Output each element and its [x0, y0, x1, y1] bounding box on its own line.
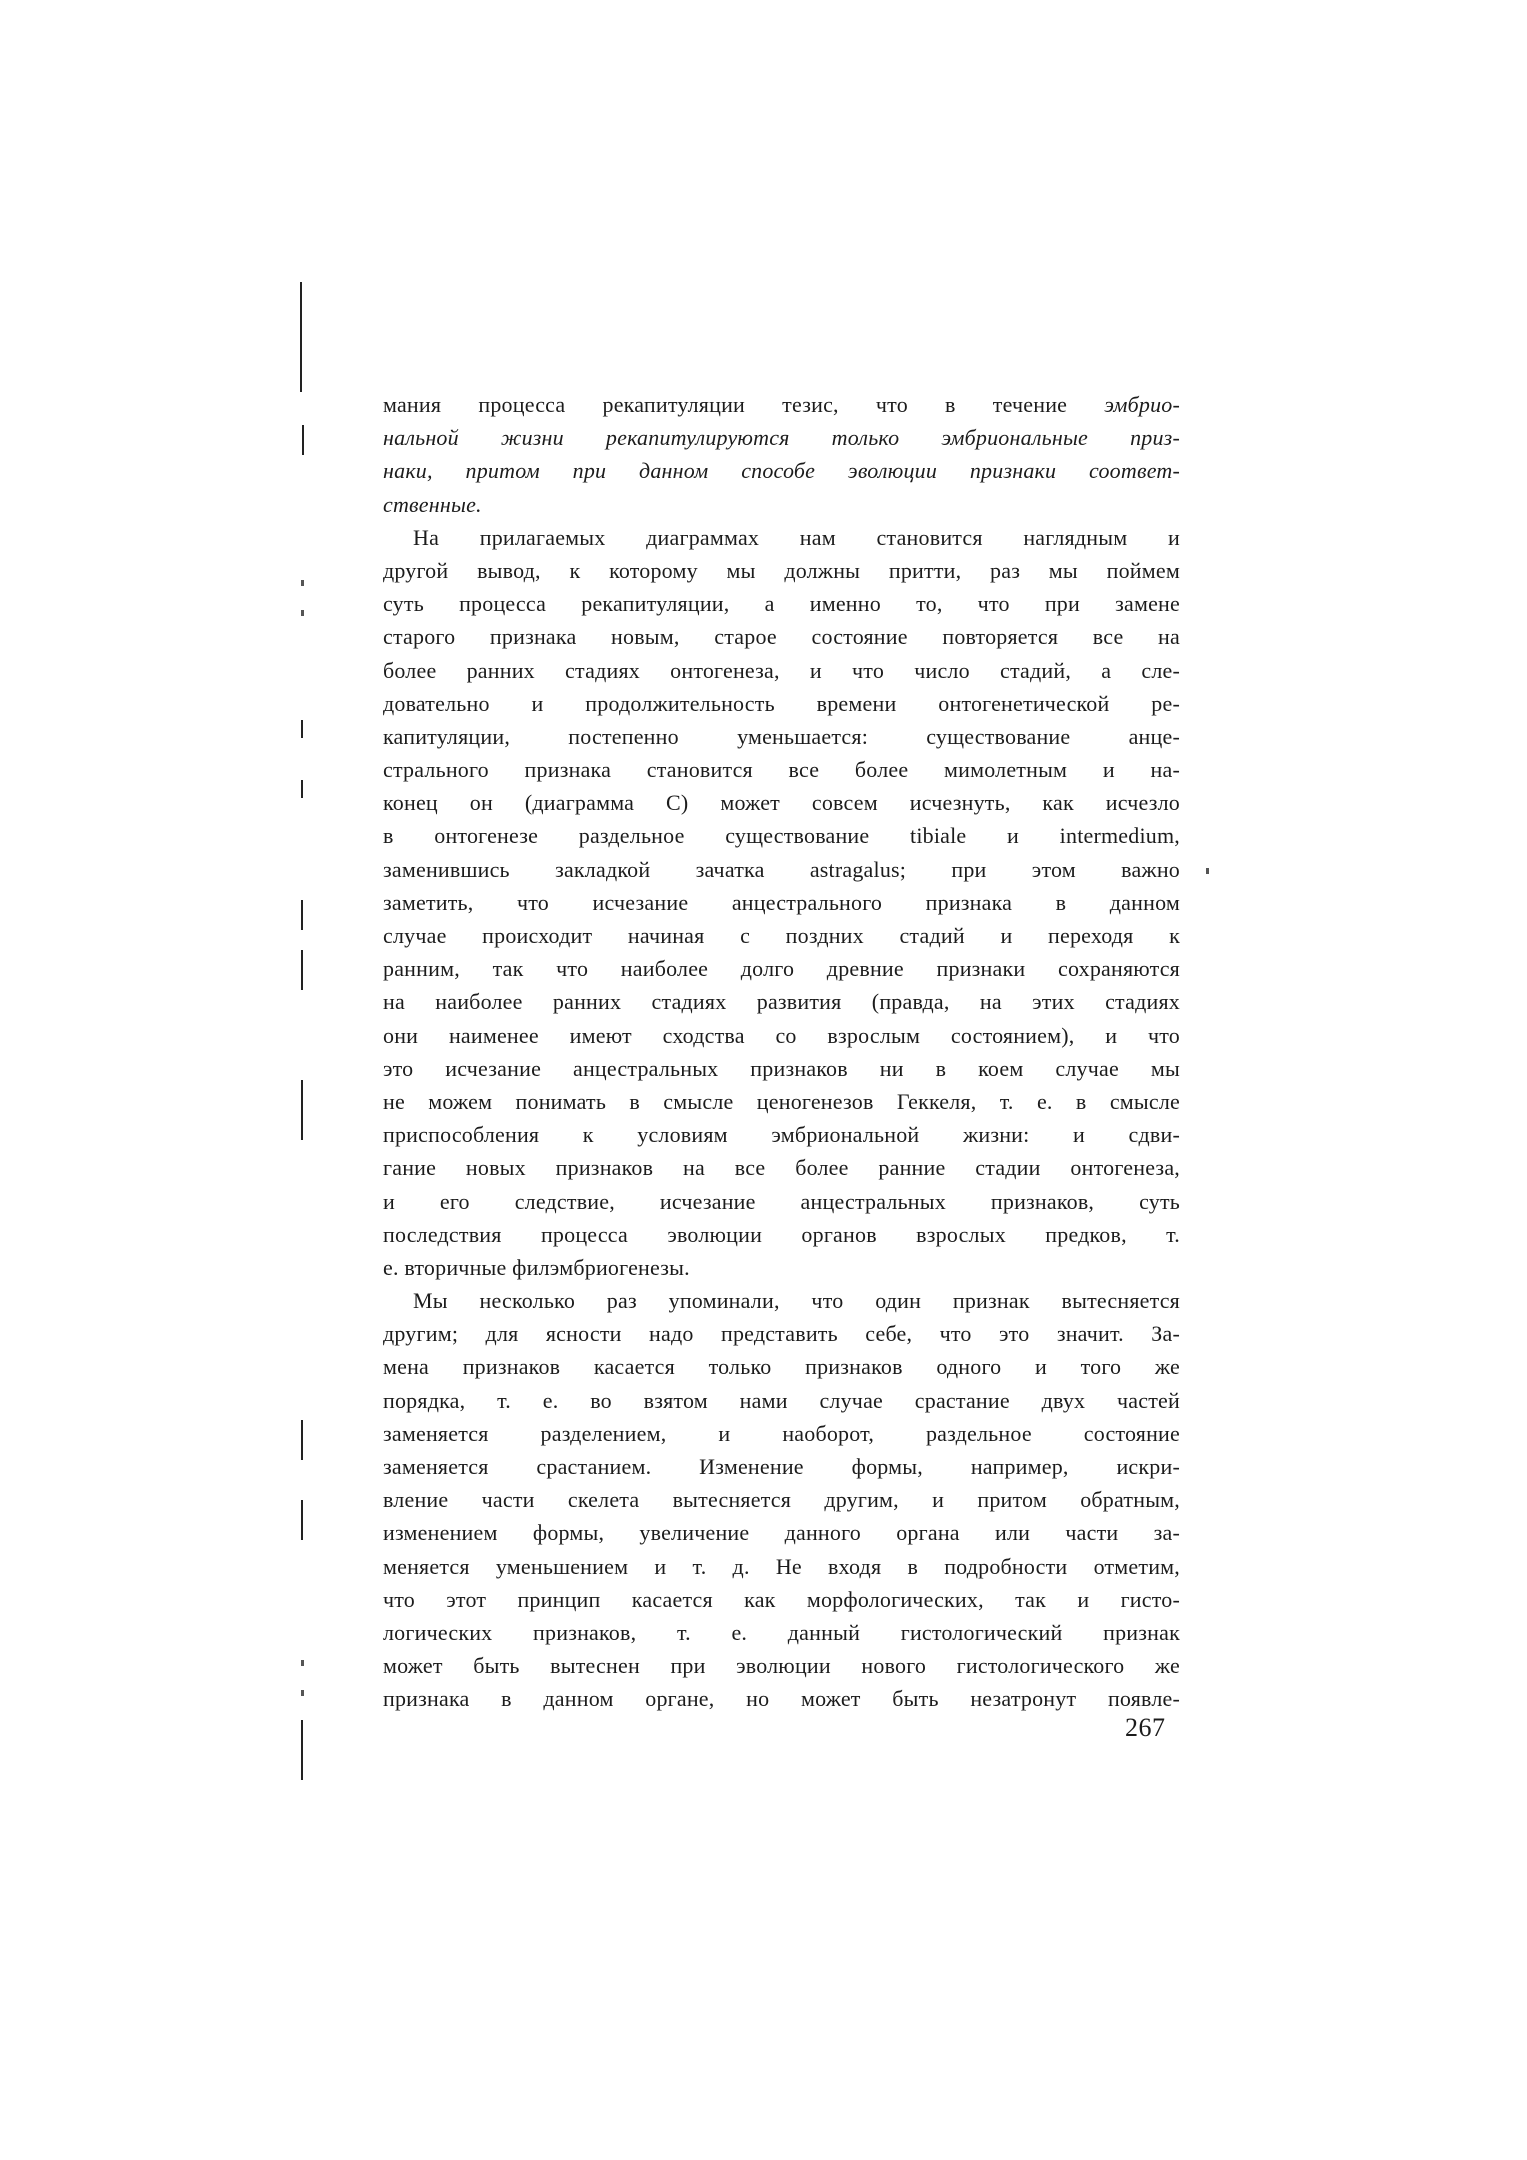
text-line: последствия процесса эволюции органов взрослых предков, т.	[383, 1221, 1180, 1247]
text-line: вление части скелета вытесняется другим, и притом обратным,	[383, 1487, 1180, 1513]
margin-dot	[301, 1690, 304, 1696]
body-text	[383, 388, 1180, 1716]
text-line: заменяется разделением, и наоборот, раздельное состояние	[383, 1420, 1180, 1446]
margin-mark	[301, 780, 303, 798]
margin-dot	[301, 610, 304, 616]
text-line: е. вторичные филэмбриогенезы.	[383, 1254, 690, 1280]
text-line: это исчезание анцестральных признаков ни в коем случае мы	[383, 1055, 1180, 1081]
margin-mark	[302, 425, 304, 455]
text-line: в онтогенезе раздельное существование tibiale и intermedium,	[383, 823, 1180, 849]
text-line: нальной жизни рекапитулируются только эмбриональные приз-	[383, 425, 1180, 451]
text-line: признака в данном органе, но может быть незатронут появле-	[383, 1686, 1180, 1712]
text-line: может быть вытеснен при эволюции нового гистологического же	[383, 1653, 1180, 1679]
text-line: приспособления к условиям эмбриональной жизни: и сдви-	[383, 1122, 1180, 1148]
text-line: меняется уменьшением и т. д. Не входя в подробности отметим,	[383, 1553, 1180, 1579]
text-line: изменением формы, увеличение данного органа или части за-	[383, 1520, 1180, 1546]
text-line: капитуляции, постепенно уменьшается: существование анце-	[383, 723, 1180, 749]
margin-mark	[301, 720, 303, 738]
page-number: 267	[1125, 1713, 1166, 1742]
text-line: наки, притом при данном способе эволюции признаки соответ-	[383, 458, 1180, 484]
text-line: стрального признака становится все более мимолетным и на-	[383, 757, 1180, 783]
text-line: заменившись закладкой зачатка astragalus; при этом важно	[383, 856, 1180, 882]
text-line: заметить, что исчезание анцестрального признака в данном	[383, 889, 1180, 915]
margin-mark	[301, 1500, 303, 1540]
margin-mark	[301, 1720, 303, 1780]
text-line: старого признака новым, старое состояние повторяется все на	[383, 624, 1180, 650]
margin-mark	[301, 1420, 303, 1460]
text-line: на наиболее ранних стадиях развития (правда, на этих стадиях	[383, 989, 1180, 1015]
text-line: мена признаков касается только признаков одного и того же	[383, 1354, 1180, 1380]
text-line: логических признаков, т. е. данный гистологический признак	[383, 1619, 1180, 1645]
margin-mark	[300, 282, 302, 392]
text-line: конец он (диаграмма C) может совсем исчезнуть, как исчезло	[383, 790, 1180, 816]
text-line: довательно и продолжительность времени онтогенетической ре-	[383, 690, 1180, 716]
margin-mark	[301, 1080, 303, 1140]
text-line: гание новых признаков на все более ранние стадии онтогенеза,	[383, 1155, 1180, 1181]
margin-dot	[301, 580, 304, 586]
text-line: суть процесса рекапитуляции, а именно то, что при замене	[383, 591, 1180, 617]
margin-mark	[301, 900, 303, 930]
margin-dot	[301, 1660, 304, 1666]
text-line: и его следствие, исчезание анцестральных признаков, суть	[383, 1188, 1180, 1214]
paragraph-start-line: На прилагаемых диаграммах нам становится наглядным и	[413, 524, 1180, 550]
paragraph-start-line: Мы несколько раз упоминали, что один признак вытесняется	[413, 1288, 1180, 1314]
text-line: порядка, т. е. во взятом нами случае срастание двух частей	[383, 1387, 1180, 1413]
text-line: что этот принцип касается как морфологических, так и гисто-	[383, 1586, 1180, 1612]
text-line: они наименее имеют сходства со взрослым состоянием), и что	[383, 1022, 1180, 1048]
text-line: не можем понимать в смысле ценогенезов Геккеля, т. е. в смысле	[383, 1088, 1180, 1114]
text-line: ственные.	[383, 491, 482, 517]
text-line: ранним, так что наиболее долго древние признаки сохраняются	[383, 956, 1180, 982]
text-line: другой вывод, к которому мы должны притти, раз мы поймем	[383, 557, 1180, 583]
text-line: другим; для ясности надо представить себе, что это значит. За-	[383, 1321, 1180, 1347]
text-line: заменяется срастанием. Изменение формы, например, искри-	[383, 1454, 1180, 1479]
margin-mark	[301, 950, 303, 990]
text-line: мания процесса рекапитуляции тезис, что в течение эмбрио-	[383, 392, 1180, 417]
text-line: более ранних стадиях онтогенеза, и что число стадий, а сле-	[383, 657, 1180, 683]
margin-dot	[1206, 868, 1209, 874]
text-line: случае происходит начиная с поздних стадий и переходя к	[383, 923, 1180, 948]
